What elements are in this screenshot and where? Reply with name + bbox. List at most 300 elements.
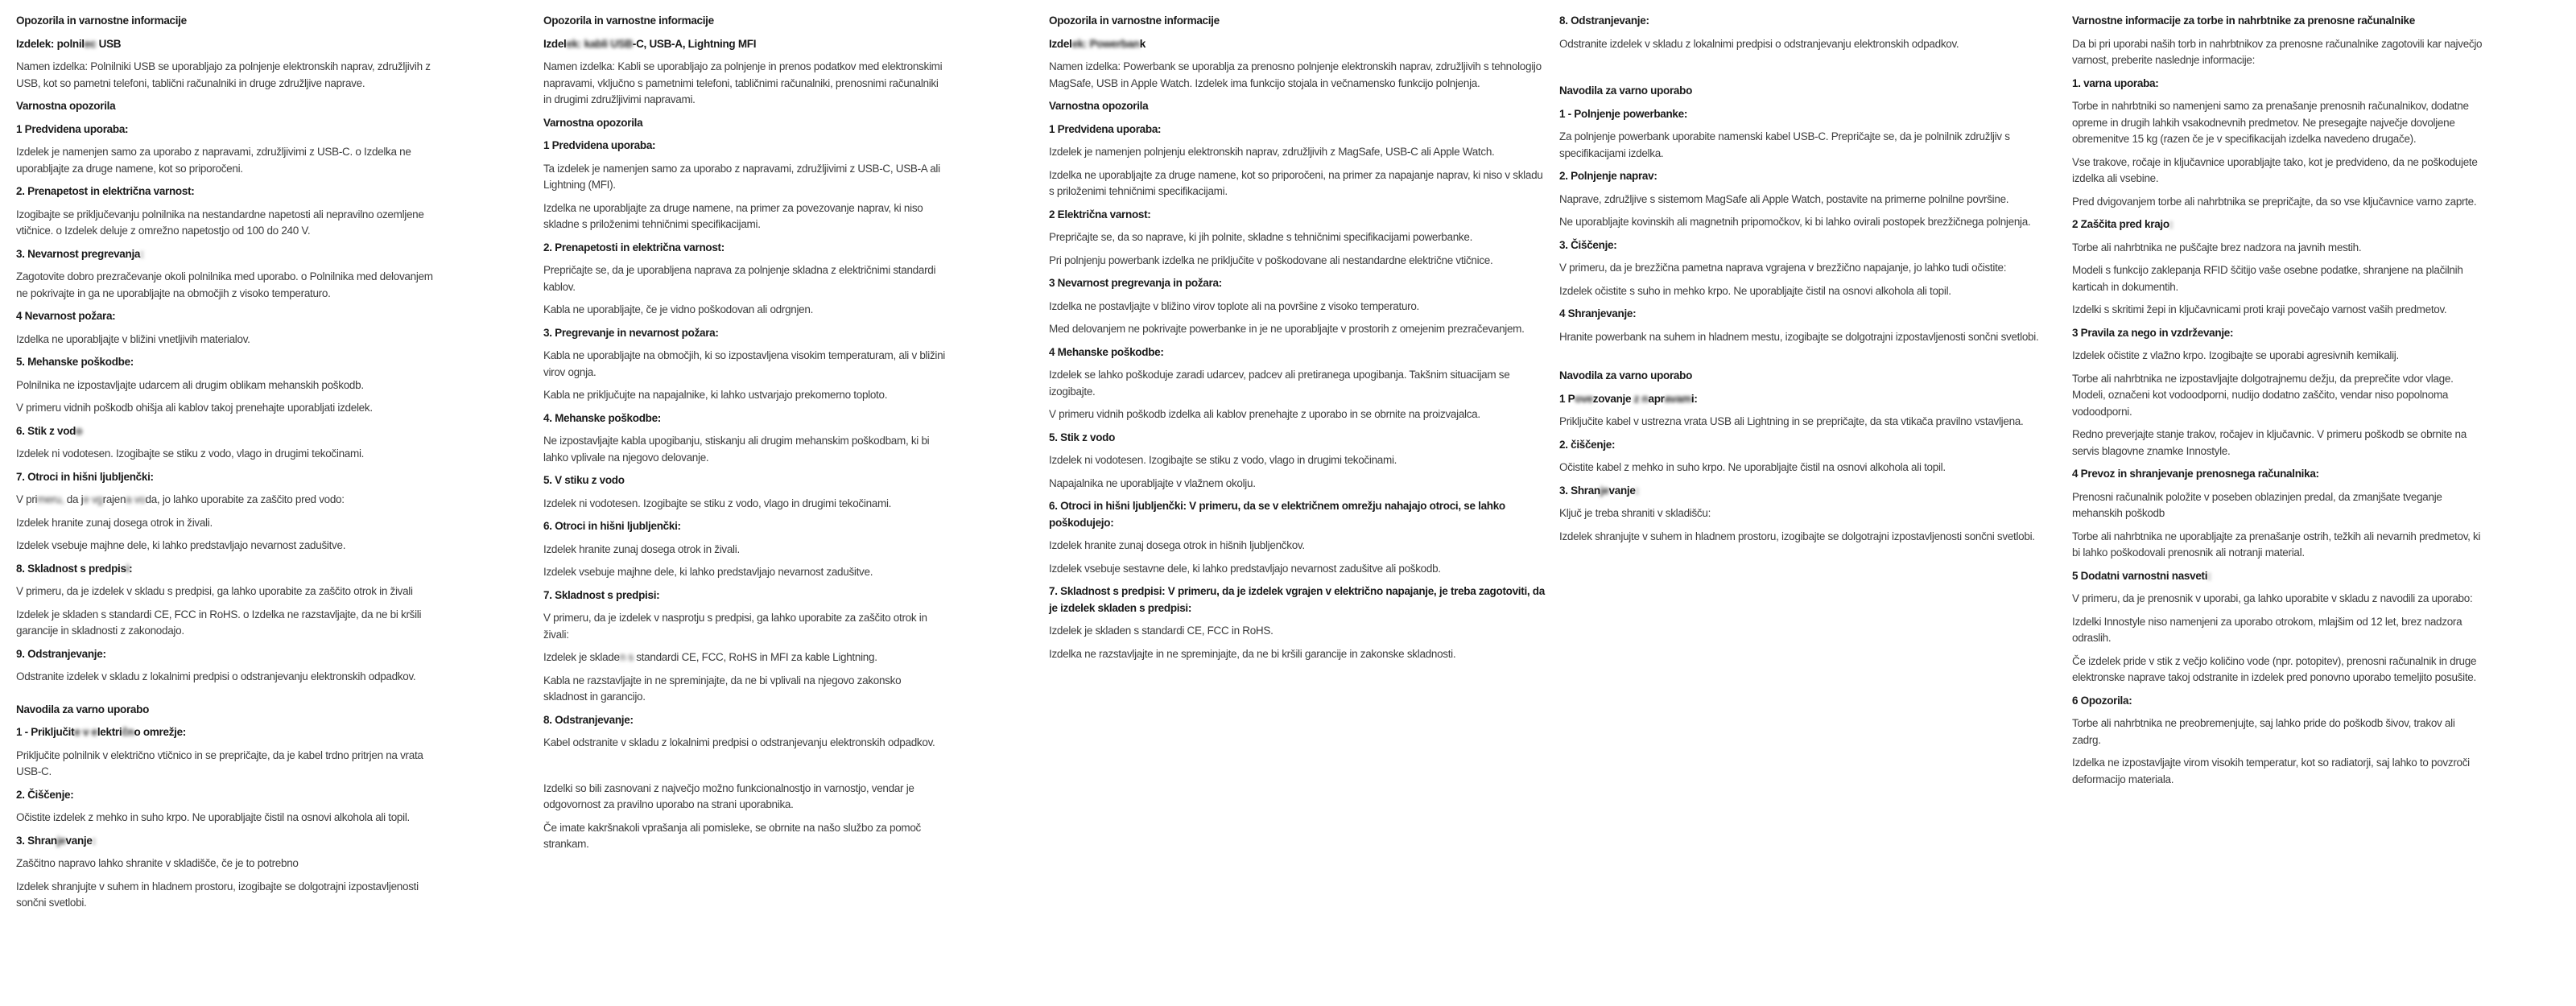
text-run: 1 - Polnjenje powerbanke: — [1559, 107, 1688, 120]
text-run: Modeli s funkcijo zaklepanja RFID ščitijo vaše osebne podatke, shranjene na plačilnih karticah in dokumentih. — [2072, 264, 2463, 293]
section-heading — [16, 787, 438, 804]
text-run: Odstranite izdelek v skladu z lokalnimi predpisi o odstranjevanju elektronskih odpadkov. — [1559, 37, 1959, 50]
text-run: Med delovanjem ne pokrivajte powerbanke in je ne uporabljajte v prostorih z omejenim prezračevanjem. — [1049, 323, 1525, 335]
paragraph — [1559, 214, 2057, 231]
paragraph — [2072, 36, 2484, 69]
paragraph — [16, 446, 438, 463]
paragraph — [1559, 529, 2057, 546]
paragraph — [1559, 505, 2057, 522]
text-run: Kabla ne priključujte na napajalnike, ki lahko ustvarjajo prekomerno toploto. — [543, 389, 888, 401]
paragraph — [543, 820, 947, 853]
text-run: Izdelek hranite zunaj dosega otrok in živali. — [16, 516, 213, 529]
section-heading — [16, 646, 438, 663]
text-run: 2 Zaščita pred krajo — [2072, 218, 2169, 230]
paragraph — [543, 649, 947, 666]
paragraph — [543, 564, 947, 581]
paragraph — [543, 781, 947, 814]
text-run: Izdelek očistite z vlažno krpo. Izogibajte se uporabi agresivnih kemikalij. — [2072, 349, 2399, 361]
paragraph — [1049, 406, 1546, 423]
section-heading — [1559, 391, 2057, 408]
text-run: Izdelek: polnil — [16, 37, 85, 50]
section-heading — [16, 13, 438, 30]
spacer — [543, 758, 947, 781]
text-run: Izdelka ne izpostavljajte virom visokih temperatur, kot so radiatorji, saj lahko to povzroči deformacijo materiala. — [2072, 757, 2470, 785]
paragraph — [1049, 167, 1546, 200]
text-run: 2. čiščenje: — [1559, 438, 1616, 451]
text-run: Izdelka ne razstavljajte in ne spreminjajte, da ne bi kršili garancije in zakonske skladnosti. — [1049, 647, 1456, 660]
text-run: USB — [96, 37, 122, 50]
text-run: 9. Odstranjevanje: — [16, 647, 106, 660]
text-run: Torbe in nahrbtniki so namenjeni samo za prenašanje prenosnih računalnikov, dodatne opreme in drugih lahkih vsakodnevnih predmetov. Ne presegajte največje dovoljene obremenitve 15 kg (razen če je v specifikacijah izdelka navedeno drugače). — [2072, 100, 2469, 145]
text-run: 1 P — [1559, 392, 1575, 405]
paragraph — [1049, 229, 1546, 246]
section-heading — [1559, 13, 2057, 30]
text-run: o omrežje: — [134, 726, 186, 738]
section-heading — [1049, 430, 1546, 447]
text-run: : — [2207, 569, 2211, 582]
paragraph — [16, 269, 438, 302]
paragraph — [543, 735, 947, 752]
paragraph — [1049, 646, 1546, 663]
text-run: V primeru, da je izdelek v nasprotju s predpisi, ga lahko uporabite za zaščito otrok in živali: — [543, 612, 927, 641]
text-run: e v e — [74, 726, 97, 738]
paragraph — [16, 207, 438, 240]
text-run: Ne uporabljajte kovinskih ali magnetnih pripomočkov, ki bi lahko ovirali postopek brezžičnega polnjenja. — [1559, 216, 2031, 228]
text-run: Pred dvigovanjem torbe ali nahrbtnika se prepričajte, da so vse ključavnice varno zaprte. — [2072, 195, 2477, 208]
text-run: 2. Prenapetost in električna varnost: — [16, 185, 195, 197]
text-run: Za polnjenje powerbank uporabite namenski kabel USB-C. Prepričajte se, da je polnilnik združljiv s specifikacijami izdelka. — [1559, 130, 2010, 159]
paragraph — [16, 538, 438, 555]
text-run: Opozorila in varnostne informacije — [16, 14, 187, 27]
text-run: 5 Dodatni varnostni nasveti — [2072, 569, 2208, 582]
text-run: vanje — [65, 834, 93, 847]
section-heading — [1049, 207, 1546, 224]
text-run: čn — [122, 726, 134, 738]
text-run: 2. Polnjenje naprav: — [1559, 170, 1657, 182]
text-run: Prepričajte se, da je uporabljena naprava za polnjenje skladna z električnimi standardi kablov. — [543, 264, 936, 293]
text-run: Priključite polnilnik v električno vtičnico in se prepričajte, da je kabel trdno pritrjen na vrata USB-C. — [16, 748, 423, 777]
text-run: : — [92, 834, 96, 847]
text-run: 4 Nevarnost požara: — [16, 310, 116, 322]
section-heading — [1559, 83, 2057, 100]
text-run: lektri — [97, 726, 122, 738]
text-run: Napajalnika ne uporabljajte v vlažnem okolju. — [1049, 476, 1256, 489]
section-heading — [16, 702, 438, 719]
text-run: 3. Čiščenje: — [1559, 238, 1617, 251]
section-heading — [2072, 216, 2484, 233]
section-heading — [543, 115, 947, 132]
text-run: Očistite izdelek z mehko in suho krpo. Ne uporabljajte čistil na osnovi alkohola ali topil. — [16, 811, 410, 823]
text-run: i: — [1690, 392, 1698, 405]
text-run: je — [1600, 484, 1609, 497]
spacer — [1559, 352, 2057, 368]
text-run: Torbe ali nahrbtnika ne uporabljajte za prenašanje ostrih, težkih ali nevarnih predmetov, ki bi lahko poškodovali prenosnik ali notranji material. — [2072, 530, 2481, 559]
text-run: Prenosni računalnik položite v poseben oblazinjen predal, da zmanjšate tveganje mehanskih poškodb — [2072, 490, 2442, 519]
text-run: Izdel — [1049, 37, 1072, 50]
text-run: 2. Čiščenje: — [16, 788, 74, 801]
section-heading — [1559, 483, 2057, 500]
text-run: Izdelek shranjujte v suhem in hladnem prostoru, izogibajte se dolgotrajni izpostavljenosti sončni svetlobi. — [1559, 530, 2035, 542]
text-run: je — [56, 834, 66, 847]
text-run: ek: kabli USB — [566, 37, 633, 50]
text-run: Izdelka ne uporabljajte za druge namene, na primer za povezovanje naprav, ki niso skladne s priloženimi tehničnimi specifikacijami. — [543, 201, 923, 230]
text-run: Izdelki s skritimi žepi in ključavnicami proti kraji povečajo varnost vaših predmetov. — [2072, 303, 2447, 315]
paragraph — [543, 542, 947, 559]
text-run: 3. Shran — [1559, 484, 1600, 497]
text-run: 6. Otroci in hišni ljubljenčki: V primeru, da se v električnem omrežju nahajajo otroci, se lahko poškodujejo: — [1049, 500, 1505, 529]
section-heading — [16, 98, 438, 115]
text-run: Kabla ne uporabljajte na območjih, ki so izpostavljena visokim temperaturam, ali v bližini virov ognja. — [543, 349, 946, 378]
text-run: 6. Stik z vod — [16, 424, 76, 437]
section-heading — [16, 183, 438, 200]
paragraph — [2072, 614, 2484, 647]
text-run: Izdelka ne uporabljajte za druge namene, kot so priporočeni, na primer za napajanje naprav, ki niso v skladu s priloženimi tehničnimi specifikacijami. — [1049, 168, 1543, 197]
section-heading — [16, 122, 438, 138]
text-run: Izdelek ni vodotesen. Izogibajte se stiku z vodo, vlago in drugimi tekočinami. — [543, 497, 892, 509]
text-run: Torbe ali nahrbtnika ne izpostavljajte dolgotrajnemu dežju, da preprečite vdor vlage. Modeli, označeni kot vodoodporni, nudijo dodatno zaščito, vendar niso popolnoma vodoodporni. — [2072, 372, 2454, 418]
text-run: V primeru vidnih poškodb izdelka ali kablov prenehajte z uporabo in se obrnite na proizvajalca. — [1049, 408, 1480, 420]
text-run: Prepričajte se, da so naprave, ki jih polnite, skladne s tehničnimi specifikacijami powerbanke. — [1049, 231, 1473, 243]
text-run: 3 Pravila za nego in vzdrževanje: — [2072, 326, 2234, 339]
paragraph — [543, 673, 947, 706]
paragraph — [2072, 653, 2484, 686]
paragraph — [2072, 371, 2484, 421]
paragraph — [16, 332, 438, 348]
text-run: n s — [619, 651, 634, 663]
paragraph — [543, 200, 947, 233]
text-run: 3. Pregrevanje in nevarnost požara: — [543, 326, 719, 339]
text-run: : — [1635, 484, 1639, 497]
paragraph — [1559, 192, 2057, 208]
paragraph — [16, 856, 438, 872]
text-run: 3 Nevarnost pregrevanja in požara: — [1049, 277, 1222, 289]
text-run: 3. Shran — [16, 834, 57, 847]
text-run: Izdelka ne uporabljajte v bližini vnetljivih materialov. — [16, 332, 250, 345]
text-run: Zagotovite dobro prezračevanje okoli polnilnika med uporabo. o Polnilnika med delovanjem ne pokrivajte in ga ne uporabljajte na območjih z visoko temperaturo. — [16, 270, 433, 299]
paragraph — [1559, 414, 2057, 431]
paragraph — [16, 492, 438, 509]
text-run: Izdelek vsebuje majhne dele, ki lahko predstavljajo nevarnost zadušitve. — [543, 566, 873, 578]
text-run: 4 Mehanske poškodbe: — [1049, 345, 1164, 358]
text-run: 6 Opozorila: — [2072, 694, 2132, 707]
text-run: 1 - Priključit — [16, 726, 75, 738]
section-heading — [2072, 13, 2484, 30]
text-run: 1 Predvidena uporaba: — [16, 122, 129, 135]
text-run: 2 Električna varnost: — [1049, 208, 1151, 221]
paragraph — [543, 302, 947, 319]
paragraph — [2072, 240, 2484, 257]
section-heading — [543, 410, 947, 427]
text-run: Zaščitno napravo lahko shranite v skladišče, če je to potrebno — [16, 857, 299, 869]
text-run: 4. Mehanske poškodbe: — [543, 411, 661, 424]
text-run: 1 Predvidena uporaba: — [543, 139, 656, 151]
section-heading — [16, 36, 438, 53]
paragraph — [1559, 260, 2057, 277]
text-run: Izdelek je skladen s standardi CE, FCC in RoHS. — [1049, 625, 1274, 637]
paragraph — [1049, 538, 1546, 555]
paragraph — [2072, 489, 2484, 522]
section-heading — [2072, 568, 2484, 585]
paragraph — [2072, 715, 2484, 748]
text-run: : — [129, 562, 133, 575]
spacer — [16, 692, 438, 702]
text-run: Torbe ali nahrbtnika ne preobremenjujte, saj lahko pride do poškodb šivov, trakov ali zadrg. — [2072, 717, 2455, 746]
section-heading — [2072, 693, 2484, 710]
text-run: Hranite powerbank na suhem in hladnem mestu, izogibajte se dolgotrajni izpostavljenosti sončni svetlobi. — [1559, 330, 2039, 343]
section-heading — [1559, 168, 2057, 185]
text-run: Torbe ali nahrbtnika ne puščajte brez nadzora na javnih mestih. — [2072, 241, 2362, 254]
paragraph — [2072, 755, 2484, 788]
section-heading — [16, 724, 438, 741]
text-run: 1 Predvidena uporaba: — [1049, 122, 1162, 135]
text-run: meru, — [37, 493, 64, 505]
text-run: Opozorila in varnostne informacije — [543, 14, 714, 27]
text-run: Izdelek je namenjen samo za uporabo z napravami, združljivimi z USB-C. o Izdelka ne uporabljajte za druge namene, kot so priporočeni. — [16, 146, 411, 175]
text-run: Varnostne informacije za torbe in nahrbtnike za prenosne računalnike — [2072, 14, 2415, 27]
text-run: Opozorila in varnostne informacije — [1049, 14, 1220, 27]
section-heading — [1049, 583, 1546, 616]
paragraph — [543, 348, 947, 381]
text-run: Izdelek ni vodotesen. Izogibajte se stiku z vodo, vlago in drugimi tekočinami. — [16, 447, 365, 460]
text-run: e vg — [83, 493, 103, 505]
text-run: Namen izdelka: Polnilniki USB se uporabljajo za polnjenje elektronskih naprav, združljivih z USB, kot so pametni telefoni, tablični računalniki in druge združljive naprave. — [16, 60, 431, 89]
section-heading — [1049, 344, 1546, 361]
text-run: Navodila za varno uporabo — [1559, 369, 1693, 381]
text-run: Izdelek vsebuje sestavne dele, ki lahko predstavljajo nevarnost zadušitve ali poškodb. — [1049, 562, 1441, 575]
text-run: o — [76, 424, 83, 437]
section-heading — [1559, 437, 2057, 454]
paragraph — [1559, 460, 2057, 476]
text-run: Vse trakove, ročaje in ključavnice uporabljajte tako, kot je predvideno, da ne poškodujete izdelka ali vsebine. — [2072, 155, 2478, 184]
text-run: z n — [1633, 392, 1649, 405]
paragraph — [1559, 329, 2057, 346]
text-run: k — [1139, 37, 1146, 50]
text-run: Pri polnjenju powerbank izdelka ne priključite v poškodovane ali nestandardne električne vtičnice. — [1049, 254, 1493, 266]
text-run: Namen izdelka: Kabli se uporabljajo za polnjenje in prenos podatkov med elektronskimi napravami, vključno s pametnimi telefoni, tabličnimi računalniki, prenosnimi računalniki in drugimi združljivimi napravami. — [543, 60, 943, 105]
text-run: Kabla ne uporabljajte, če je vidno poškodovan ali odrgnjen. — [543, 303, 814, 315]
safety-column — [2072, 0, 2484, 794]
section-heading — [16, 833, 438, 850]
paragraph — [543, 59, 947, 109]
paragraph — [1049, 299, 1546, 315]
text-run: Ne izpostavljajte kabla upogibanju, stiskanju ali drugim mehanskim poškodbam, ki bi lahko vplivale na njegovo delovanje. — [543, 435, 930, 464]
section-heading — [2072, 325, 2484, 342]
text-run: 6. Otroci in hišni ljubljenčki: — [543, 520, 681, 532]
text-run: -C, USB-A, Lightning MFI — [632, 37, 757, 50]
text-run: Izdelek ni vodotesen. Izogibajte se stiku z vodo, vlago in drugimi tekočinami. — [1049, 454, 1397, 466]
text-run: Kabel odstranite v skladu z lokalnimi predpisi o odstranjevanju elektronskih odpadkov. — [543, 736, 935, 748]
text-run: apr — [1648, 392, 1665, 405]
text-run: V primeru, da je izdelek v skladu s predpisi, ga lahko uporabite za zaščito otrok in živali — [16, 585, 413, 597]
paragraph — [2072, 427, 2484, 460]
text-run: 4 Shranjevanje: — [1559, 307, 1637, 320]
text-run: Izdelki so bili zasnovani z največjo možno funkcionalnostjo in varnostjo, vendar je odgovornost za pravilno uporabo na strani uporabnika. — [543, 781, 914, 810]
text-run: 5. V stiku z vodo — [543, 474, 625, 486]
text-run: Varnostna opozorila — [1049, 100, 1149, 112]
paragraph — [2072, 155, 2484, 188]
text-run: Če izdelek pride v stik z večjo količino vode (npr. potopitev), prenosni računalnik in druge elektronske naprave takoj odstranite in izdelek pred ponovno uporabo temeljito posušite. — [2072, 654, 2477, 683]
section-heading — [1559, 106, 2057, 123]
section-heading — [16, 561, 438, 578]
text-run: 5. Stik z vodo — [1049, 431, 1116, 443]
paragraph — [543, 161, 947, 194]
paragraph — [16, 515, 438, 532]
paragraph — [16, 59, 438, 92]
text-run: Navodila za varno uporabo — [16, 703, 150, 715]
paragraph — [16, 607, 438, 640]
text-run: : — [2169, 218, 2174, 230]
text-run: Izdelek je sklade — [543, 651, 620, 663]
section-heading — [543, 325, 947, 342]
text-run: 2. Prenapetosti in električna varnost: — [543, 241, 724, 254]
text-run: Izdel — [543, 37, 567, 50]
text-run: da, jo lahko uporabite za zaščito pred vodo: — [145, 493, 345, 505]
text-run: Izdelek je namenjen polnjenju elektronskih naprav, združljivih z MagSafe, USB-C ali Apple Watch. — [1049, 146, 1495, 158]
text-run: Naprave, združljive s sistemom MagSafe ali Apple Watch, postavite na primerne polnilne površine. — [1559, 192, 2009, 205]
text-run: 7. Otroci in hišni ljubljenčki: — [16, 470, 154, 483]
paragraph — [2072, 262, 2484, 295]
section-heading — [16, 469, 438, 486]
text-run: 7. Skladnost s predpisi: — [543, 588, 660, 601]
paragraph — [1049, 561, 1546, 578]
paragraph — [16, 669, 438, 686]
section-heading — [16, 354, 438, 371]
text-run: rajen — [102, 493, 126, 505]
text-run: ek: Powerban — [1071, 37, 1140, 50]
section-heading — [543, 588, 947, 604]
text-run: standardi CE, FCC, RoHS in MFI za kable Lightning. — [633, 651, 877, 663]
section-heading — [1049, 36, 1546, 53]
text-run: Ključ je treba shraniti v skladišču: — [1559, 507, 1711, 519]
text-run: ec — [84, 37, 97, 50]
paragraph — [543, 496, 947, 513]
section-heading — [1559, 237, 2057, 254]
text-run: 4 Prevoz in shranjevanje prenosnega računalnika: — [2072, 468, 2319, 480]
safety-column — [1049, 0, 1546, 669]
text-run: avam — [1664, 392, 1691, 405]
paragraph — [543, 387, 947, 404]
safety-column — [16, 0, 438, 918]
paragraph — [543, 610, 947, 643]
section-heading — [543, 518, 947, 535]
text-run: i — [126, 562, 130, 575]
text-run: zovanje — [1592, 392, 1634, 405]
paragraph — [1559, 129, 2057, 162]
text-run: V primeru, da je brezžična pametna naprava vgrajena v brezžično napajanje, jo lahko tudi očistite: — [1559, 262, 2007, 274]
text-run: 8. Odstranjevanje: — [1559, 14, 1649, 27]
text-run: Da bi pri uporabi naših torb in nahrbtnikov za prenosne računalnike zagotovili kar največjo varnost, preberite naslednje informacije: — [2072, 37, 2483, 66]
text-run: : — [140, 247, 144, 260]
paragraph — [1049, 367, 1546, 400]
paragraph — [1049, 623, 1546, 640]
paragraph — [16, 879, 438, 912]
section-heading — [543, 472, 947, 489]
section-heading — [2072, 76, 2484, 93]
text-run: Izdelek hranite zunaj dosega otrok in hišnih ljubljenčkov. — [1049, 539, 1305, 551]
text-run: 1. varna uporaba: — [2072, 76, 2159, 89]
text-run: Očistite kabel z mehko in suho krpo. Ne uporabljajte čistil na osnovi alkohola ali topil. — [1559, 461, 1946, 473]
text-run: Izogibajte se priključevanju polnilnika na nestandardne napetosti ali nepravilno ozemljene vtičnice. o Izdelek deluje z omrežno napetostjo od 100 do 240 V. — [16, 208, 424, 237]
text-run: 3. Nevarnost pregrevanja — [16, 247, 141, 260]
text-run: 8. Skladnost s predpis — [16, 562, 126, 575]
paragraph — [16, 400, 438, 417]
text-run: 7. Skladnost s predpisi: V primeru, da je izdelek vgrajen v električno napajanje, je treba zagotoviti, da je izdelek skladen s predpisi: — [1049, 585, 1545, 614]
paragraph — [543, 433, 947, 466]
paragraph — [1049, 476, 1546, 493]
paragraph — [1049, 59, 1546, 92]
paragraph — [16, 144, 438, 177]
text-run: Varnostna opozorila — [543, 116, 643, 129]
text-run: Odstranite izdelek v skladu z lokalnimi predpisi o odstranjevanju elektronskih odpadkov. — [16, 670, 416, 682]
paragraph — [1559, 36, 2057, 53]
section-heading — [16, 423, 438, 440]
text-run: Ta izdelek je namenjen samo za uporabo z napravami, združljivimi z USB-C, USB-A ali Lightning (MFI). — [543, 162, 940, 191]
paragraph — [1049, 452, 1546, 469]
text-run: Kabla ne razstavljajte in ne spreminjajte, da ne bi vplivali na njegovo zakonsko skladnost in garancijo. — [543, 674, 902, 703]
text-run: Izdelek je skladen s standardi CE, FCC in RoHS. o Izdelka ne razstavljajte, da ne bi kršili garancije in skladnosti z zakonodajo. — [16, 608, 422, 637]
section-heading — [1559, 306, 2057, 323]
text-run: a vo — [126, 493, 146, 505]
text-run: Priključite kabel v ustrezna vrata USB ali Lightning in se prepričajte, da sta vtikača pravilno vstavljena. — [1559, 415, 2024, 427]
safety-column — [543, 0, 947, 860]
text-run: Navodila za varno uporabo — [1559, 85, 1693, 97]
section-heading — [543, 138, 947, 155]
spacer — [1559, 59, 2057, 83]
text-run: Izdelek se lahko poškoduje zaradi udarcev, padcev ali pretiranega upogibanja. Takšnim situacijam se izogibajte. — [1049, 369, 1510, 398]
paragraph — [16, 377, 438, 394]
text-run: Izdelek shranjujte v suhem in hladnem prostoru, izogibajte se dolgotrajni izpostavljenosti sončni svetlobi. — [16, 880, 419, 909]
text-run: V primeru, da je prenosnik v uporabi, ga lahko uporabite v skladu z navodili za uporabo: — [2072, 592, 2473, 604]
paragraph — [1049, 321, 1546, 338]
text-run: vanje — [1608, 484, 1636, 497]
section-heading — [1049, 275, 1546, 292]
section-heading — [1049, 13, 1546, 30]
section-heading — [543, 712, 947, 729]
paragraph — [2072, 302, 2484, 319]
section-heading — [543, 240, 947, 257]
paragraph — [1049, 144, 1546, 161]
text-run: Izdelka ne postavljajte v bližino virov toplote ali na površine z visoko temperaturo. — [1049, 299, 1420, 312]
section-heading — [16, 308, 438, 325]
text-run: Redno preverjajte stanje trakov, ročajev in ključavnic. V primeru poškodb se obrnite na servis blagovne znamke Innostyle. — [2072, 428, 2467, 457]
section-heading — [2072, 466, 2484, 483]
paragraph — [1559, 283, 2057, 300]
text-run: V pri — [16, 493, 38, 505]
section-heading — [1559, 368, 2057, 385]
paragraph — [16, 583, 438, 600]
text-run: Polnilnika ne izpostavljajte udarcem ali drugim oblikam mehanskih poškodb. — [16, 378, 364, 391]
paragraph — [2072, 98, 2484, 148]
paragraph — [543, 262, 947, 295]
text-run: 5. Mehanske poškodbe: — [16, 356, 134, 368]
text-run: Namen izdelka: Powerbank se uporablja za prenosno polnjenje elektronskih naprav, združljivih s tehnologijo MagSafe, USB in Apple Watch. Izdelek ima funkcijo stojala in večnamensko funkcijo polnjenja. — [1049, 60, 1542, 89]
text-run: da j — [64, 493, 84, 505]
text-run: Izdelek vsebuje majhne dele, ki lahko predstavljajo nevarnost zadušitve. — [16, 539, 346, 551]
text-run: Če imate kakršnakoli vprašanja ali pomisleke, se obrnite na našo službo za pomoč strankam. — [543, 821, 922, 850]
section-heading — [543, 36, 947, 53]
text-run: Izdelek hranite zunaj dosega otrok in živali. — [543, 542, 740, 555]
text-run: Izdelki Innostyle niso namenjeni za uporabo otrokom, mlajšim od 12 let, brez nadzora odraslih. — [2072, 615, 2462, 644]
section-heading — [1049, 122, 1546, 138]
paragraph — [2072, 348, 2484, 365]
paragraph — [16, 748, 438, 781]
text-run: Varnostna opozorila — [16, 100, 116, 112]
text-run: V primeru vidnih poškodb ohišja ali kablov takoj prenehajte uporabljati izdelek. — [16, 402, 373, 414]
text-run: ove — [1575, 392, 1593, 405]
section-heading — [1049, 98, 1546, 115]
section-heading — [1049, 498, 1546, 531]
section-heading — [16, 246, 438, 263]
